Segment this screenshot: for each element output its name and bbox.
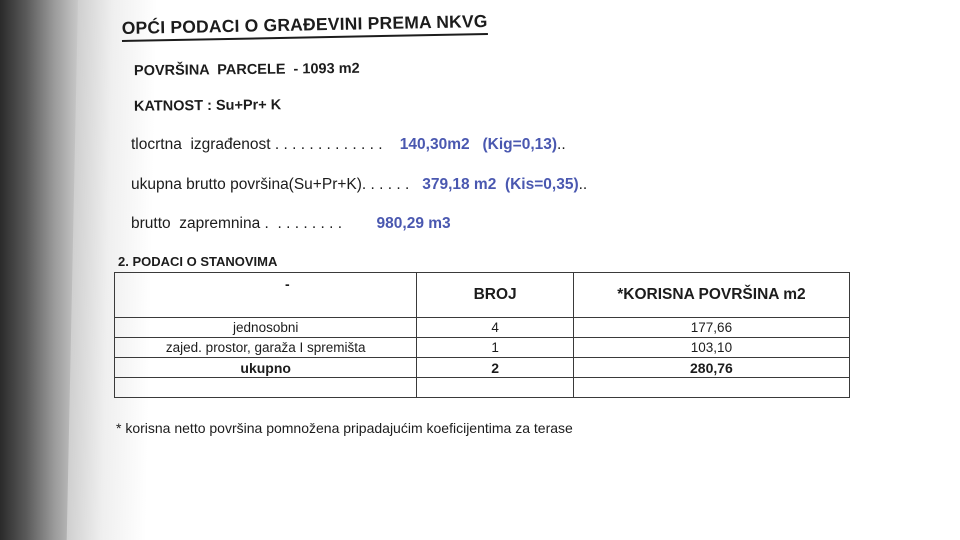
- parcel-area-label: POVRŠINA PARCELE -: [133, 61, 299, 80]
- volume-dots: . . . . . . . . .: [260, 215, 343, 232]
- document-title: OPĆI PODACI O GRAĐEVINI PREMA NKVG: [122, 11, 488, 42]
- footnote: * korisna netto površina pomnožena pripadajućim koeficijentima za terase: [116, 420, 573, 436]
- row-type: zajed. prostor, garaža I spremišta: [115, 338, 417, 358]
- gross-area-dots: . . . . .: [366, 176, 410, 193]
- table-empty-row: [115, 378, 850, 398]
- gross-area-label: ukupna brutto površina(Su+Pr+K).: [131, 176, 367, 193]
- row-count: 1: [417, 338, 573, 358]
- gross-area-trail: ..: [578, 176, 588, 193]
- section-2-title: 2. PODACI O STANOVIMA: [118, 254, 278, 269]
- footprint-label: tlocrtna izgrađenost: [131, 136, 271, 153]
- table-total-row: [115, 358, 850, 378]
- footprint-line: [131, 136, 566, 154]
- table-row: [115, 338, 850, 358]
- floors-label: KATNOST :: [133, 97, 212, 115]
- row-area: 103,10: [573, 338, 849, 358]
- total-count: 2: [417, 358, 573, 378]
- volume-value: 980,29 m3: [376, 215, 451, 232]
- volume-label: brutto zapremnina: [131, 215, 261, 232]
- row-type: jednosobni: [115, 318, 417, 338]
- table-header-empty: [115, 273, 417, 318]
- gross-area-line: [131, 176, 587, 194]
- footprint-value: 140,30m2 (Kig=0,13): [399, 136, 558, 153]
- gross-area-value: 379,18 m2 (Kis=0,35): [422, 176, 579, 193]
- total-area: 280,76: [573, 358, 849, 378]
- floors-value: Su+Pr+ K: [215, 97, 282, 114]
- table-header-count: BROJ: [417, 273, 573, 318]
- table-header-area: *KORISNA POVRŠINA m2: [573, 273, 849, 318]
- volume-line: [131, 215, 451, 233]
- table-row: [115, 318, 850, 338]
- row-count: 4: [417, 318, 573, 338]
- table-header-row: [115, 273, 850, 318]
- total-label: ukupno: [115, 358, 417, 378]
- footprint-trail: ..: [557, 136, 566, 153]
- parcel-area-line: [134, 61, 360, 79]
- row-area: 177,66: [573, 318, 849, 338]
- parcel-area-value: 1093 m2: [302, 60, 360, 78]
- header-mark: -: [285, 276, 290, 292]
- floors-line: [134, 97, 281, 115]
- units-table: [114, 272, 850, 398]
- footprint-dots: . . . . . . . . . . . . .: [270, 136, 383, 153]
